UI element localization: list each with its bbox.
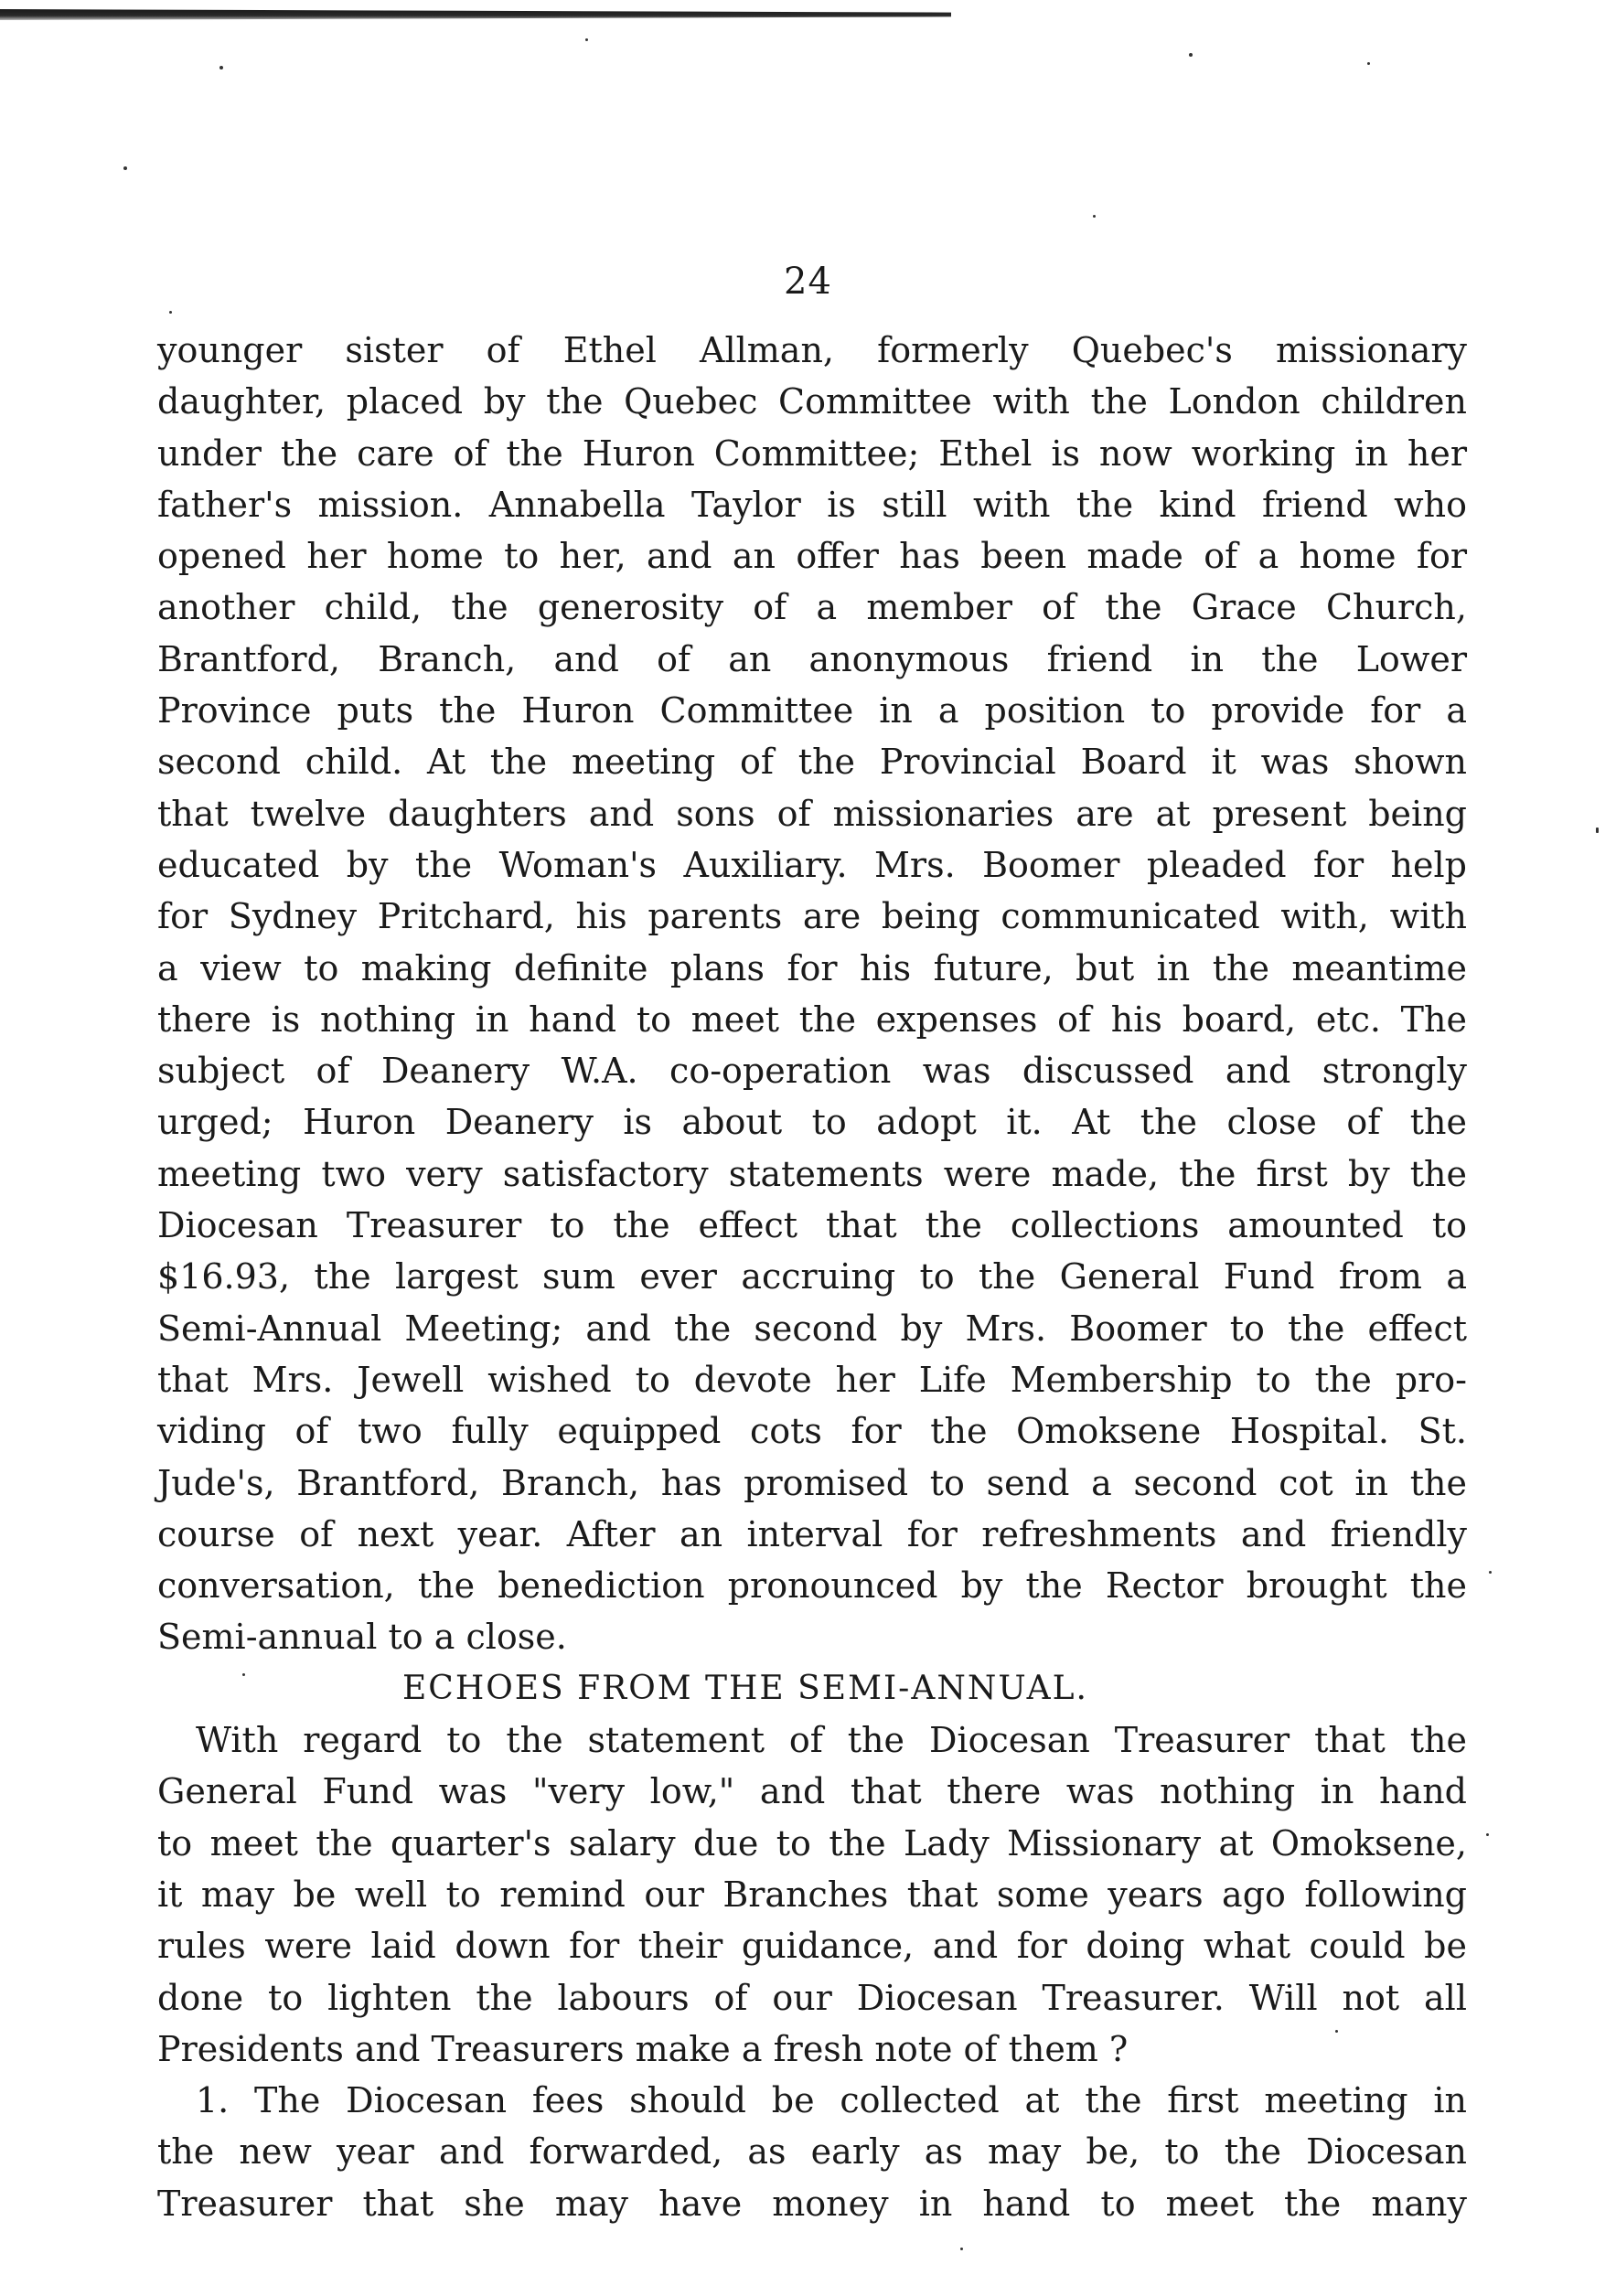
- text-line: Semi-Annual Meeting; and the second by Mrs. Boomer to the effect: [157, 1308, 1467, 1349]
- scan-speck: [169, 311, 172, 314]
- text-line: Jude's, Brantford, Branch, has promised to send a second cot in the: [157, 1462, 1467, 1503]
- text-line: that Mrs. Jewell wished to devote her Life Membership to the pro-: [157, 1359, 1467, 1400]
- text-line: With regard to the statement of the Diocesan Treasurer that the: [196, 1720, 1467, 1761]
- text-line: for Sydney Pritchard, his parents are being communicated with, with: [157, 896, 1467, 937]
- page-number: 24: [784, 261, 832, 303]
- text-line: Presidents and Treasurers make a fresh note of them ?: [157, 2028, 1129, 2069]
- page-body: [157, 325, 1467, 2229]
- text-line: that twelve daughters and sons of missionaries are at present being: [157, 793, 1467, 834]
- text-line: second child. At the meeting of the Provincial Board it was shown: [157, 742, 1467, 783]
- scan-speck: [1596, 828, 1599, 833]
- text-line: $16.93, the largest sum ever accruing to the General Fund from a: [157, 1256, 1467, 1298]
- text-line: under the care of the Huron Committee; Ethel is now working in her: [157, 433, 1467, 474]
- text-line: Brantford, Branch, and of an anonymous friend in the Lower: [157, 638, 1467, 679]
- text-line: another child, the generosity of a member of the Grace Church,: [157, 587, 1467, 628]
- scan-speck: [1093, 215, 1096, 218]
- text-line: General Fund was "very low," and that there was nothing in hand: [157, 1771, 1467, 1812]
- scan-speck: [123, 166, 127, 170]
- paragraph-rule-one: [157, 2075, 1467, 2229]
- text-line: Semi-annual to a close.: [157, 1617, 567, 1658]
- text-line: younger sister of Ethel Allman, formerly Quebec's missionary: [157, 330, 1467, 370]
- text-line: conversation, the benediction pronounced by the Rector brought the: [157, 1565, 1467, 1607]
- text-line: Treasurer that she may have money in hand to meet the many: [157, 2183, 1467, 2224]
- section-heading: ECHOES FROM THE SEMI-ANNUAL.: [402, 1669, 1088, 1707]
- scan-speck: [960, 2248, 963, 2250]
- text-line: viding of two fully equipped cots for the Omoksene Hospital. St.: [157, 1411, 1467, 1452]
- top-scan-rule: [0, 9, 951, 20]
- text-line: father's mission. Annabella Taylor is still with the kind friend who: [157, 484, 1467, 525]
- text-line: rules were laid down for their guidance, and for doing what could be: [157, 1926, 1467, 1967]
- text-line: Province puts the Huron Committee in a position to provide for a: [157, 690, 1467, 732]
- text-line: the new year and forwarded, as early as may be, to the Diocesan: [157, 2131, 1467, 2173]
- paragraph-echoes: [157, 1714, 1467, 2075]
- text-line: Diocesan Treasurer to the effect that the collections amounted to: [157, 1205, 1467, 1246]
- text-line: course of next year. After an interval for refreshments and friendly: [157, 1513, 1467, 1554]
- text-line: daughter, placed by the Quebec Committee with the London children: [157, 381, 1467, 422]
- scan-speck: [1489, 1571, 1492, 1574]
- text-line: educated by the Woman's Auxiliary. Mrs. Boomer pleaded for help: [157, 844, 1467, 885]
- text-line: a view to making definite plans for his future, but in the meantime: [157, 947, 1467, 988]
- text-line: to meet the quarter's salary due to the Lady Missionary at Omoksene,: [157, 1822, 1467, 1863]
- scan-speck: [1367, 62, 1370, 65]
- text-line: meeting two very satisfactory statements were made, the first by the: [157, 1153, 1467, 1194]
- scan-speck: [1189, 53, 1193, 57]
- scan-speck: [219, 66, 223, 69]
- paragraph-continuation: [157, 325, 1467, 1663]
- text-line: done to lighten the labours of our Diocesan Treasurer. Will not all: [157, 1977, 1467, 2018]
- text-line: there is nothing in hand to meet the expenses of his board, etc. The: [157, 998, 1467, 1040]
- scan-speck: [1486, 1833, 1489, 1836]
- scan-speck: [585, 38, 588, 41]
- text-line: it may be well to remind our Branches that some years ago following: [157, 1874, 1467, 1915]
- text-line: urged; Huron Deanery is about to adopt it. At the close of the: [157, 1102, 1467, 1143]
- text-line: subject of Deanery W.A. co-operation was discussed and strongly: [157, 1051, 1467, 1092]
- text-line: 1. The Diocesan fees should be collected at the first meeting in: [196, 2080, 1467, 2121]
- text-line: opened her home to her, and an offer has been made of a home for: [157, 536, 1467, 577]
